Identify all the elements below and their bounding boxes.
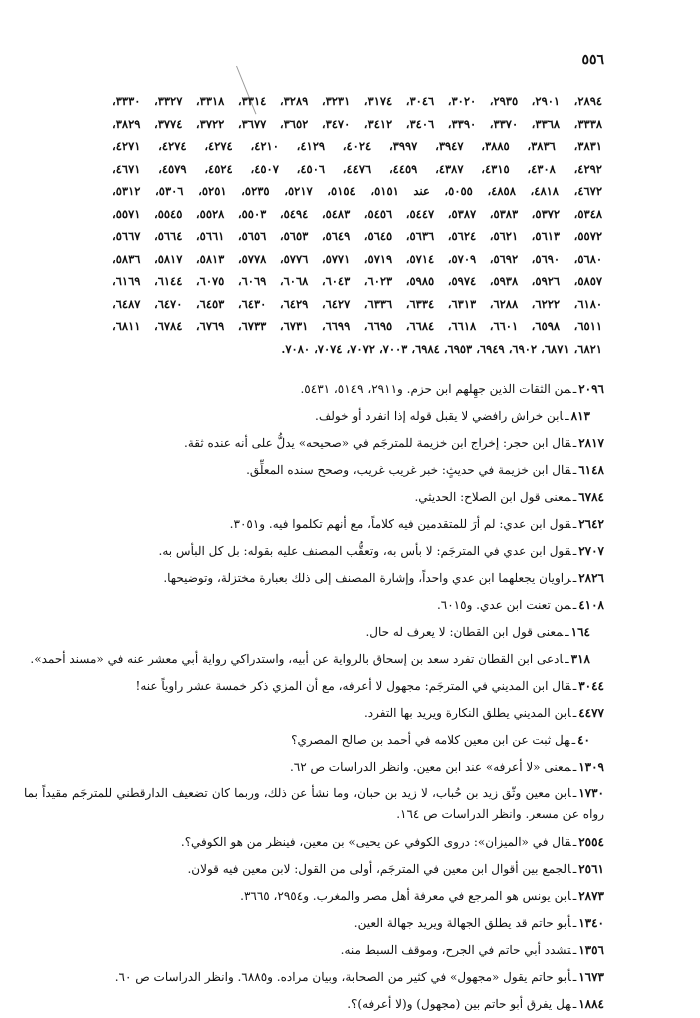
index-entry: ١٣٤٠ـأبو حاتم قد يطلق الجهالة ويريد جهالة العين. <box>353 916 604 930</box>
entry-text: ابن يونس هو المرجع في معرفة أهل مصر والمغرب. و٢٩٥٤، ٣٦٦٥. <box>240 889 571 903</box>
number-line: ٥٣٤٨، ٥٣٧٢، ٥٣٨٣، ٥٣٨٧، ٥٤٤٧، ٥٤٥٦، ٥٤٨٣، ٥٤٩٤، ٥٥٠٣، ٥٥٢٨، ٥٥٤٥، ٥٥٧١، <box>112 206 602 221</box>
number-line: ٤٢٩٢، ٤٣٠٨، ٤٣١٥، ٤٣٨٧، ٤٤٥٩، ٤٤٧٦، ٤٥٠٦، ٤٥٠٧، ٤٥٢٤، ٤٥٧٩، ٤٦٧١، <box>112 161 602 176</box>
entry-text: من الثقات الذين جهِلهم ابن حزم. و٢٩١١، ٥١٤٩، ٥٤٣١. <box>300 382 571 396</box>
entry-number: ٤٠ <box>577 733 590 747</box>
index-entry: ٤١٠٨ـمن تعنت ابن عدي. و٦٠١٥. <box>436 598 604 612</box>
number-line: ٦١٨٠، ٦٢٢٢، ٦٢٨٨، ٦٣١٣، ٦٣٣٤، ٦٣٣٦، ٦٤٢٧، ٦٤٢٩، ٦٤٣٠، ٦٤٥٣، ٦٤٧٠، ٦٤٨٧، <box>112 296 602 311</box>
entry-number: ٣١٨ <box>570 652 590 666</box>
index-entry: ١٨٨٤ـهل يفرق أبو حاتم بين (مجهول) و(لا أعرفه)؟. <box>347 997 604 1011</box>
entry-text: قال في «الميزان»: دروى الكوفي عن يحيى» بن معين، فينظر من هو الكوفي؟. <box>180 835 571 849</box>
index-entry: ١٧٣٠ـابن معين وثّق زيد بن حُباب، لا زيد بن حبان، وما نشأ عن ذلك، وربما كان تضعيف الدارقطني للمترجَم مقيداً بما رواه عن مسعر. وانظر الدراسات ص ١٦٤. <box>24 786 604 821</box>
index-entry: ٢٥٥٤ـقال في «الميزان»: دروى الكوفي عن يحيى» بن معين، فينظر من هو الكوفي؟. <box>180 835 604 849</box>
entry-text: قول ابن عدي: لم أرَ للمتقدمين فيه كلاماً، مع أنهم تكلموا فيه. و٣٠٥١. <box>229 517 571 531</box>
entry-number: ٢٠٩٦ <box>578 382 604 396</box>
entry-number: ١٣٠٩ <box>578 760 604 774</box>
entry-number: ١٦٧٣ <box>578 970 604 984</box>
entry-number: ٢٧٠٧ <box>578 544 604 558</box>
number-line: ٤٦٧٢، ٤٨١٨، ٤٨٥٨، ٥٠٥٥، عند ٥١٥١، ٥١٥٤، ٥٢١٧، ٥٢٣٥، ٥٢٥١، ٥٣٠٦، ٥٣١٢، <box>112 184 602 198</box>
index-entry: ١٦٧٣ـأبو حاتم يقول «مجهول» في كثير من الصحابة، وبيان مراده. و٦٨٨٥. وانظر الدراسات ص ٦٠. <box>114 970 604 984</box>
entry-number: ٢٨٢٦ <box>578 571 604 585</box>
entry-text: قال ابن المديني في المترجَم: مجهول لا أعرفه، مع أن المزي ذكر خمسة عشر راوياً عنه! <box>135 679 571 693</box>
entry-number: ٢٥٥٤ <box>578 835 604 849</box>
entry-text: من تعنت ابن عدي. و٦٠١٥. <box>436 598 571 612</box>
number-line: ٢٨٩٤، ٢٩٠١، ٢٩٣٥، ٣٠٢٠، ٣٠٤٦، ٣١٧٤، ٣٢٣١، ٣٢٨٩، ٣٣١٤، ٣٣١٨، ٣٣٢٧، ٣٣٣٠، <box>112 94 602 108</box>
entry-text: راويان يجعلهما ابن عدي واحداً، وإشارة المصنف إلى ذلك بعبارة مختزلة، وتوضيحها. <box>163 571 571 585</box>
entry-number: ١٧٣٠ <box>578 786 604 800</box>
entry-text: ادعى ابن القطان تفرد سعد بن إسحاق بالرواية عن أبيه، واستدراكي رواية أبي معشر عنه في «مسند أحمد». <box>30 652 564 666</box>
index-entry: ٣١٨ـادعى ابن القطان تفرد سعد بن إسحاق بالرواية عن أبيه، واستدراكي رواية أبي معشر عنه في «مسند أحمد». <box>30 652 590 666</box>
index-entry: ٨١٣ـابن خراش رافضي لا يقبل قوله إذا انفرد أو خولف. <box>315 409 590 423</box>
entry-text: معنى «لا أعرفه» عند ابن معين. وانظر الدراسات ص ٦٢. <box>289 760 571 774</box>
entry-text: أبو حاتم يقول «مجهول» في كثير من الصحابة، وبيان مراده. و٦٨٨٥. وانظر الدراسات ص ٦٠. <box>114 970 571 984</box>
entry-text: قول ابن عدي في المترجَم: لا بأس به، وتعقُّب المصنف عليه بقوله: بل كل البأس به. <box>158 544 571 558</box>
entry-number: ١٣٥٦ <box>578 943 604 957</box>
entry-number: ١٣٤٠ <box>578 916 604 930</box>
number-line: ٣٣٣٨، ٣٣٦٨، ٣٣٧٠، ٣٣٩٠، ٣٤٠٦، ٣٤١٢، ٣٤٧٠، ٣٦٥٢، ٣٦٧٧، ٣٧٢٢، ٣٧٧٤، ٣٨٢٩، <box>112 116 602 131</box>
entry-number: ٤١٠٨ <box>578 598 604 612</box>
index-entry: ٢٠٩٦ـمن الثقات الذين جهِلهم ابن حزم. و٢٩١١، ٥١٤٩، ٥٤٣١. <box>300 382 604 396</box>
index-entry: ١٣٥٦ـتشدد أبي حاتم في الجرح، وموقف السبط منه. <box>340 943 604 957</box>
number-line: ٥٨٥٧، ٥٩٢٦، ٥٩٣٨، ٥٩٧٤، ٥٩٨٥، ٦٠٢٣، ٦٠٤٣، ٦٠٦٨، ٦٠٦٩، ٦٠٧٥، ٦١٤٤، ٦١٦٩، <box>112 274 602 288</box>
entry-number: ١٨٨٤ <box>578 997 604 1011</box>
entry-text: معنى قول ابن الصلاح: الحديثي. <box>414 490 571 504</box>
index-entry: ٦٧٨٤ـمعنى قول ابن الصلاح: الحديثي. <box>414 490 604 504</box>
index-entry: ٤٤٧٧ـابن المديني يطلق النكارة ويريد بها التفرد. <box>363 706 604 720</box>
entry-text: قال ابن خزيمة في حديثٍ: خبر غريب غريب، وصحح سنده المعلِّق. <box>246 463 571 477</box>
entry-text: ابن المديني يطلق النكارة ويريد بها التفرد. <box>363 706 571 720</box>
entry-number: ٢٦٤٢ <box>578 517 604 531</box>
entry-number: ١٦٤ <box>570 625 590 639</box>
entry-text: هل ثبت عن ابن معين كلامه في أحمد بن صالح المصري؟ <box>291 733 570 747</box>
entry-number: ٢٨١٧ <box>578 436 604 450</box>
entry-text: قال ابن حجر: إخراج ابن خزيمة للمترجَم في «صحيحه» يدلُّ على أنه عنده ثقة. <box>184 436 571 450</box>
index-entry: ٢٨٢٦ـراويان يجعلهما ابن عدي واحداً، وإشارة المصنف إلى ذلك بعبارة مختزلة، وتوضيحها. <box>163 571 604 585</box>
number-line: ٥٥٧٢، ٥٦١٣، ٥٦٢١، ٥٦٢٤، ٥٦٣٦، ٥٦٤٥، ٥٦٤٩، ٥٦٥٣، ٥٦٥٦، ٥٦٦١، ٥٦٦٤، ٥٦٦٧، <box>112 229 602 243</box>
entry-text: ابن معين وثّق زيد بن حُباب، لا زيد بن حبان، وما نشأ عن ذلك، وربما كان تضعيف الدارقطني للمترجَم مقيداً بما رواه عن مسعر. وانظر الدراسات ص ١٦٤. <box>24 786 604 821</box>
entry-text: معنى قول ابن القطان: لا يعرف له حال. <box>365 625 564 639</box>
entry-number: ٦١٤٨ <box>578 463 604 477</box>
entry-text: تشدد أبي حاتم في الجرح، وموقف السبط منه. <box>340 943 571 957</box>
index-entry: ٤٠ـهل ثبت عن ابن معين كلامه في أحمد بن صالح المصري؟ <box>291 733 590 747</box>
index-entry: ٢٧٠٧ـقول ابن عدي في المترجَم: لا بأس به، وتعقُّب المصنف عليه بقوله: بل كل البأس به. <box>158 544 604 558</box>
number-line: ٣٨٣١، ٣٨٣٦، ٣٨٨٥، ٣٩٤٧، ٣٩٩٧، ٤٠٢٤، ٤١٢٩، ٤٢١٠، ٤٢٧٤، ٤٢٧٤، ٤٢٧١، <box>112 139 602 153</box>
index-entry: ١٣٠٩ـمعنى «لا أعرفه» عند ابن معين. وانظر الدراسات ص ٦٢. <box>289 760 604 774</box>
index-entry: ٣٠٤٤ـقال ابن المديني في المترجَم: مجهول لا أعرفه، مع أن المزي ذكر خمسة عشر راوياً عنه! <box>135 679 604 693</box>
page-number: ٥٥٦ <box>581 52 604 68</box>
entry-text: الجمع بين أقوال ابن معين في المترجَم، أولى من القول: لابن معين فيه قولان. <box>187 862 571 876</box>
entry-number: ٤٤٧٧ <box>578 706 604 720</box>
reference-numbers-block <box>112 90 602 360</box>
entry-text: هل يفرق أبو حاتم بين (مجهول) و(لا أعرفه)؟. <box>347 997 571 1011</box>
entry-number: ٢٨٧٣ <box>578 889 604 903</box>
number-line: ٥٦٨٠، ٥٦٩٠، ٥٦٩٢، ٥٧٠٩، ٥٧١٤، ٥٧١٩، ٥٧٧١، ٥٧٧٦، ٥٧٧٨، ٥٨١٣، ٥٨١٧، ٥٨٣٦، <box>112 251 602 266</box>
index-entry: ٢٦٤٢ـقول ابن عدي: لم أرَ للمتقدمين فيه كلاماً، مع أنهم تكلموا فيه. و٣٠٥١. <box>229 517 604 531</box>
index-entry: ٢٨٧٣ـابن يونس هو المرجع في معرفة أهل مصر والمغرب. و٢٩٥٤، ٣٦٦٥. <box>240 889 604 903</box>
entry-number: ٦٧٨٤ <box>578 490 604 504</box>
index-entry: ٢٥٦١ـالجمع بين أقوال ابن معين في المترجَم، أولى من القول: لابن معين فيه قولان. <box>187 862 604 876</box>
entry-text: ابن خراش رافضي لا يقبل قوله إذا انفرد أو خولف. <box>315 409 564 423</box>
entry-text: أبو حاتم قد يطلق الجهالة ويريد جهالة العين. <box>353 916 571 930</box>
entry-number: ٣٠٤٤ <box>578 679 604 693</box>
index-entries <box>24 376 604 1018</box>
number-line: ٦٥١١، ٦٥٩٨، ٦٦٠١، ٦٦١٨، ٦٦٨٤، ٦٦٩٥، ٦٦٩٩، ٦٧٣١، ٦٧٣٣، ٦٧٦٩، ٦٧٨٤، ٦٨١١، <box>112 319 602 333</box>
index-entry: ٢٨١٧ـقال ابن حجر: إخراج ابن خزيمة للمترجَم في «صحيحه» يدلُّ على أنه عنده ثقة. <box>184 436 604 450</box>
index-entry: ٦١٤٨ـقال ابن خزيمة في حديثٍ: خبر غريب غريب، وصحح سنده المعلِّق. <box>246 463 604 477</box>
index-entry: ١٦٤ـمعنى قول ابن القطان: لا يعرف له حال. <box>365 625 590 639</box>
number-line: ٦٨٢١، ٦٨٧١، ٦٩٠٢، ٦٩٤٩، ٦٩٥٣، ٦٩٨٤، ٧٠٠٣، ٧٠٧٢، ٧٠٧٤، ٧٠٨٠. <box>281 341 602 356</box>
entry-number: ٨١٣ <box>570 409 590 423</box>
entry-number: ٢٥٦١ <box>578 862 604 876</box>
